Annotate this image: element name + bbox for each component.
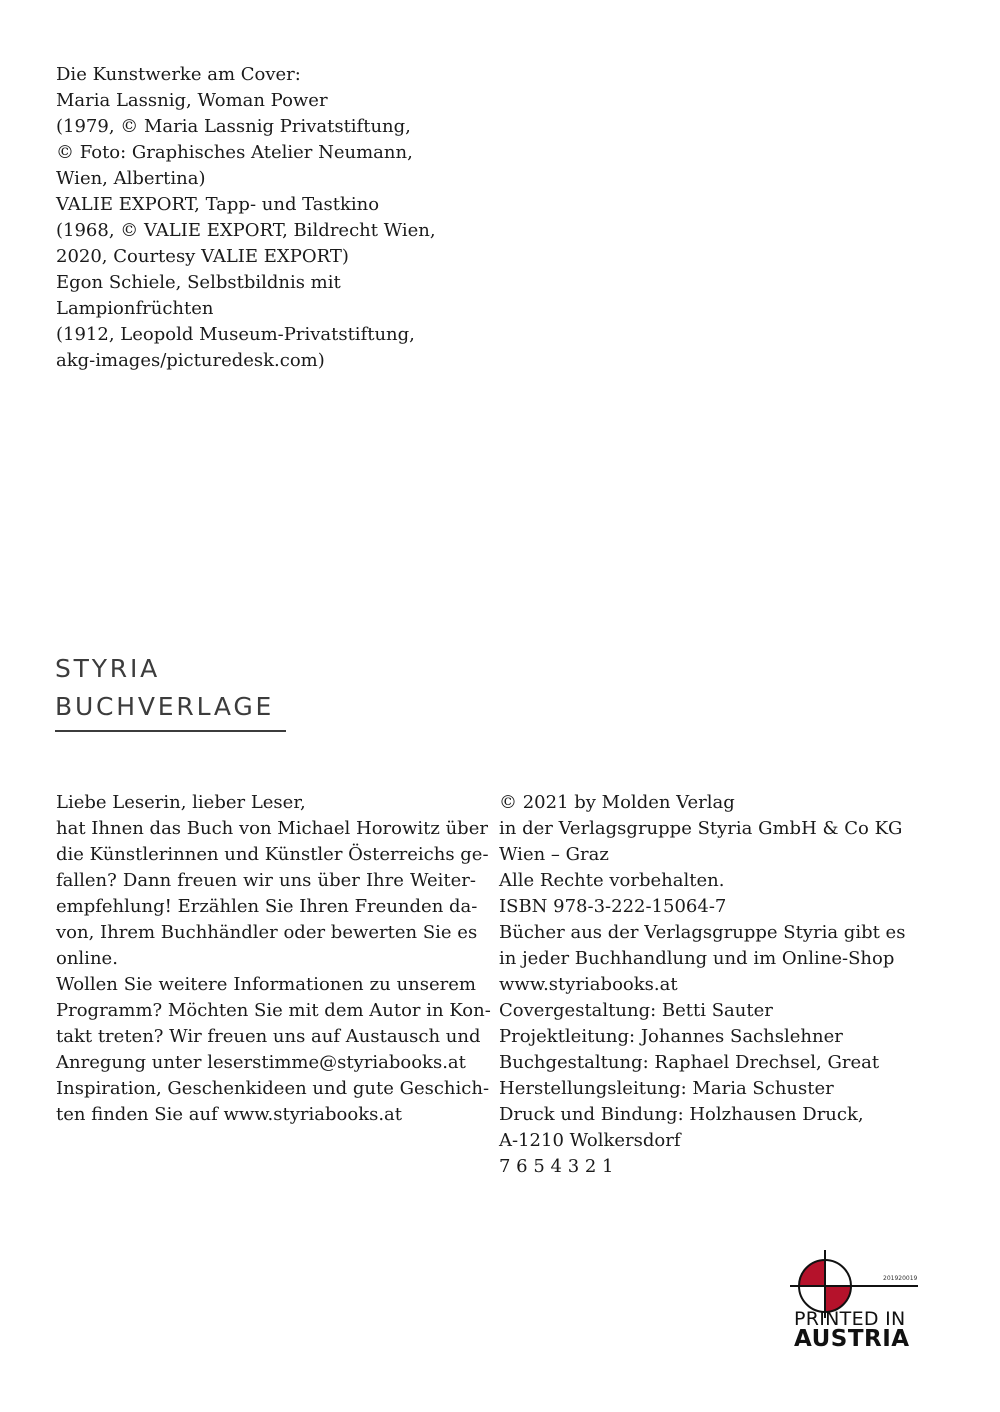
letter-line: von, Ihrem Buchhändler oder bewerten Sie es xyxy=(56,922,478,943)
credit-line: © Foto: Graphisches Atelier Neumann, xyxy=(56,142,413,163)
publisher-logo xyxy=(55,650,287,732)
letter-line: Inspiration, Geschenkideen und gute Geschich- xyxy=(56,1078,490,1099)
imprint-printer-address: A-1210 Wolkersdorf xyxy=(499,1130,681,1151)
imprint xyxy=(499,790,905,1180)
imprint-website: www.styriabooks.at xyxy=(499,974,678,995)
badge-printed-in: PRINTED IN xyxy=(794,1308,906,1330)
letter-line: online. xyxy=(56,948,118,969)
imprint-line: Wien – Graz xyxy=(499,844,609,865)
letter-line: hat Ihnen das Buch von Michael Horowitz über xyxy=(56,818,488,839)
credit-line: VALIE EXPORT, Tapp- und Tastkino xyxy=(56,194,380,215)
credit-line: 2020, Courtesy VALIE EXPORT) xyxy=(56,246,349,267)
imprint-line: Bücher aus der Verlagsgruppe Styria gibt es xyxy=(499,922,906,943)
credit-line: akg-images/picturedesk.com) xyxy=(56,350,325,371)
credit-line: (1968, © VALIE EXPORT, Bildrecht Wien, xyxy=(56,220,436,241)
letter-line: Wollen Sie weitere Informationen zu unserem xyxy=(56,974,476,995)
letter-line: fallen? Dann freuen wir uns über Ihre Weiter- xyxy=(56,870,476,891)
credit-line: Maria Lassnig, Woman Power xyxy=(56,90,328,111)
credit-line: (1912, Leopold Museum-Privatstiftung, xyxy=(56,324,415,345)
letter-line: die Künstlerinnen und Künstler Österreichs ge- xyxy=(56,844,489,865)
imprint-line: in der Verlagsgruppe Styria GmbH & Co KG xyxy=(499,818,903,839)
credit-line: (1979, © Maria Lassnig Privatstiftung, xyxy=(56,116,411,137)
cover-credits-heading: Die Kunstwerke am Cover: xyxy=(56,64,301,85)
badge-austria: AUSTRIA xyxy=(794,1326,910,1352)
logo-line-styria: STYRIA xyxy=(55,654,161,683)
letter-salutation: Liebe Leserin, lieber Leser, xyxy=(56,792,306,813)
letter-email-line: Anregung unter leserstimme@styriabooks.at xyxy=(56,1052,466,1073)
letter-line: empfehlung! Erzählen Sie Ihren Freunden da- xyxy=(56,896,478,917)
imprint-print-run: 7 6 5 4 3 2 1 xyxy=(499,1156,614,1177)
imprint-printer: Druck und Bindung: Holzhausen Druck, xyxy=(499,1104,864,1125)
imprint-credit: Herstellungsleitung: Maria Schuster xyxy=(499,1078,834,1099)
badge-code: 201920019 xyxy=(883,1275,918,1282)
credit-line: Lampionfrüchten xyxy=(56,298,214,319)
letter-line: takt treten? Wir freuen uns auf Austausch und xyxy=(56,1026,481,1047)
printed-in-austria-badge xyxy=(788,1248,920,1358)
credit-line: Wien, Albertina) xyxy=(56,168,206,189)
imprint-credit: Projektleitung: Johannes Sachslehner xyxy=(499,1026,843,1047)
logo-line-buchverlage: BUCHVERLAGE xyxy=(55,692,275,721)
credit-line: Egon Schiele, Selbstbildnis mit xyxy=(56,272,341,293)
letter-line: Programm? Möchten Sie mit dem Autor in Kon- xyxy=(56,1000,491,1021)
imprint-line: in jeder Buchhandlung und im Online-Shop xyxy=(499,948,895,969)
imprint-line: Alle Rechte vorbehalten. xyxy=(499,870,725,891)
letter-website-line: ten finden Sie auf www.styriabooks.at xyxy=(56,1104,403,1125)
logo-underline xyxy=(55,730,286,732)
imprint-copyright: © 2021 by Molden Verlag xyxy=(499,792,735,813)
imprint-credit: Buchgestaltung: Raphael Drechsel, Great xyxy=(499,1052,880,1073)
cover-credits xyxy=(56,62,436,374)
imprint-isbn: ISBN 978-3-222-15064-7 xyxy=(499,896,727,917)
reader-letter xyxy=(56,790,491,1128)
imprint-credit: Covergestaltung: Betti Sauter xyxy=(499,1000,773,1021)
